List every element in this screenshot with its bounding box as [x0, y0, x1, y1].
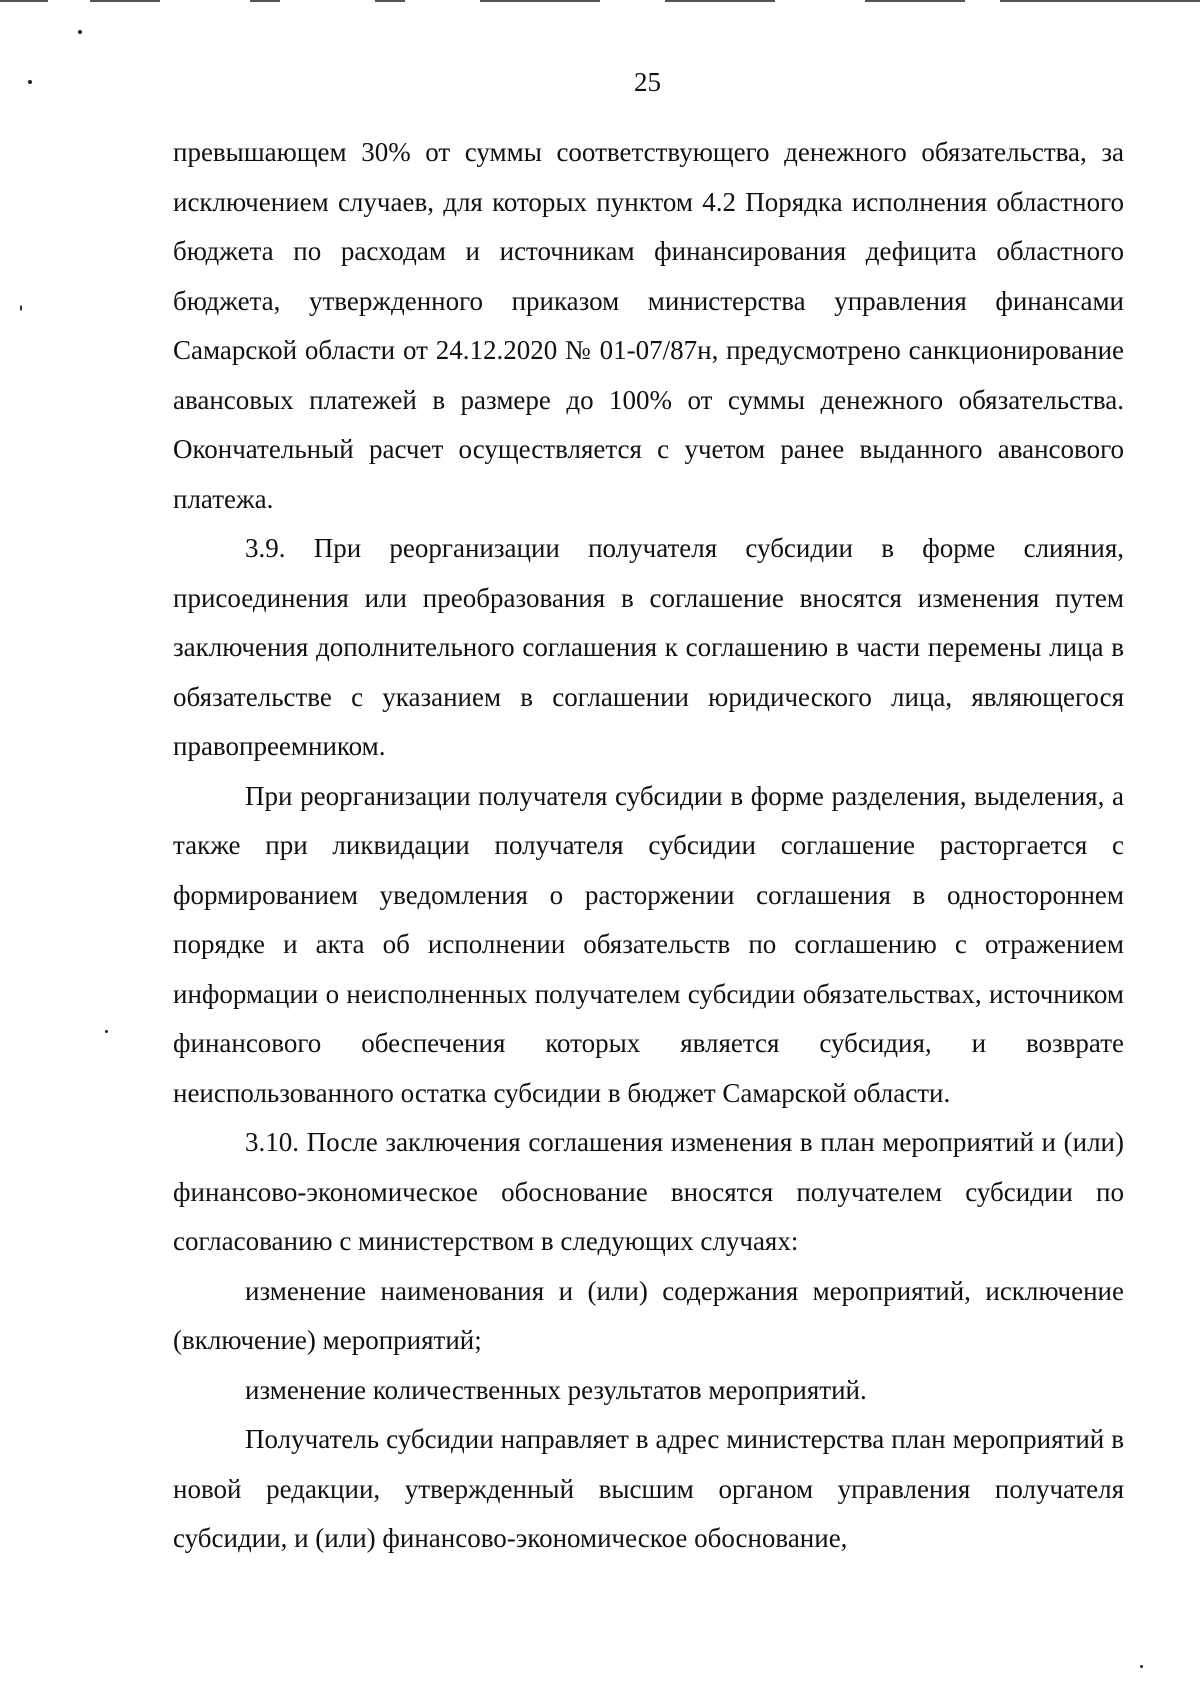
body-text: [173, 128, 1124, 1564]
scan-edge-mark: [1000, 0, 1200, 2]
paragraph-reorganization-division: При реорганизации получателя субсидии в форме разделения, выделения, а также при ликвидации получателя субсидии соглашение расторгается с формированием уведомления о расторжении соглашения в одностороннем порядке и акта об исполнении обязательств по соглашению с отражением информации о неисполненных получателем субсидии обязательствах, источником финансового обеспечения которых является субсидия, и возврате неиспользованного остатка субсидии в бюджет Самарской области.: [173, 780, 1124, 1108]
paragraph-continuation: превышающем 30% от суммы соответствующего денежного обязательства, за исключением случаев, для которых пунктом 4.2 Порядка исполнения областного бюджета по расходам и источникам финансирования дефицита областного бюджета, утвержденного приказом министерства управления финансами Самарской области от 24.12.2020 № 01-07/87н, предусмотрено санкционирование авансовых платежей в размере до 100% от суммы денежного обязательства. Окончательный расчет осуществляется с учетом ранее выданного авансового платежа.: [173, 137, 1124, 514]
paragraph-recipient-sends: Получатель субсидии направляет в адрес министерства план мероприятий в новой редакции, утвержденный высшим органом управления получателя субсидии, и (или) финансово-экономическое обоснование,: [173, 1424, 1124, 1553]
paragraph-3-9: 3.9. При реорганизации получателя субсидии в форме слияния, присоединения или преобразования в соглашение вносятся изменения путем заключения дополнительного соглашения к соглашению в части перемены лица в обязательстве с указанием в соглашении юридического лица, являющегося правопреемником.: [173, 533, 1124, 761]
scan-edge-mark: [90, 0, 160, 2]
scan-speck: [105, 1030, 108, 1033]
list-item-change-name: изменение наименования и (или) содержания мероприятий, исключение (включение) мероприятий;: [173, 1275, 1124, 1355]
scan-edge-mark: [865, 0, 965, 2]
scan-edge-mark: [375, 0, 405, 2]
scan-speck: [20, 305, 22, 311]
page-number: 25: [634, 67, 661, 97]
scan-edge-mark: [0, 0, 48, 2]
scan-edge-mark: [250, 0, 280, 2]
scan-speck: [1140, 1665, 1143, 1668]
scan-speck: [78, 30, 82, 34]
list-item-change-quantity: изменение количественных результатов мероприятий.: [245, 1374, 867, 1405]
paragraph-3-10: 3.10. После заключения соглашения изменения в план мероприятий и (или) финансово-экономическое обоснование вносятся получателем субсидии по согласованию с министерством в следующих случаях:: [173, 1127, 1124, 1256]
scan-edge-mark: [480, 0, 600, 2]
scan-edge-mark: [665, 0, 775, 2]
